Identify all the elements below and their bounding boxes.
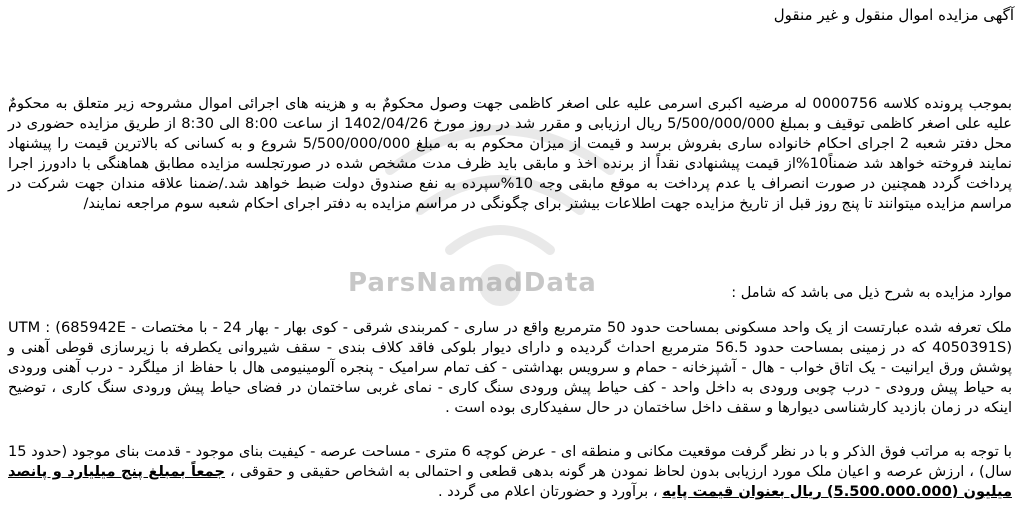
items-heading: موارد مزایده به شرح ذیل می باشد که شامل : [731,284,1012,301]
property-description: ملک تعرفه شده عبارتست از یک واحد مسکونی بمساحت حدود 50 مترمربع واقع در ساری - کمربندی شرقی - کوی بهار - بهار 24 - با مختصات UTM : (685942E - 4050391S) که در زمینی بمساحت حدود 56.5 مترمربع احداث گردیده و دارای دیوار بلوکی فاقد کلاف بندی - سقف شیروانی یکطرفه با زیرسازی قوطی آهنی و پوشش ورق ایرانیت - یک اتاق خواب - هال - آشپزخانه - حمام و سرویس بهداشتی - کف تمام سرامیک - پنجره آلومینیومی هال با حفاظ از میلگرد - درب آهنی ورودی به حیاط پیش ورودی - درب چوبی ورودی به داخل واحد - کف حیاط پیش ورودی سنگ کاری - نمای غربی ساختمان در فضای حیاط پیش ورودی سنگ کاری ، توضیح اینکه در زمان بازدید کارشناسی دیوارها و سقف داخل ساختمان در حال سفیدکاری بوده است . [8,319,1013,416]
valuation-tail: ، برآورد و حضورتان اعلام می گردد . [437,483,663,500]
base-price-text: جمعاً بمبلغ پنج میلیارد و پانصد میلیون (5.500.000.000) ریال بعنوان قیمت پایه [8,463,1012,500]
valuation-paragraph [8,442,1012,502]
notice-title: آگهی مزایده اموال منقول و غیر منقول [773,6,1014,24]
watermark-brand: ParsNamadData [348,268,597,298]
notice-paragraph-intro: بموجب پرونده کلاسه 0000756 له مرضیه اکبری اسرمی علیه علی اصغر کاظمی جهت وصول محکومٌ به و هزینه های اجرائی اموال مشروحه زیر متعلق به محکومٌ علیه علی اصغر کاظمی توقیف و بمبلغ 5/500/000/000 ریال ارزیابی و مقرر شد در روز مورخ 1402/04/26 از ساعت 8:00 الی 8:30 از طریق مزایده حضوری در محل دفتر شعبه 2 اجرای احکام خانواده ساری بفروش برسد و قیمت از میزان محکوم به به مبلغ 5/500/000/000 شروع و به کسانی که بالاترین قیمت را پیشنهاد نمایند فروخته خواهد شد ضمناً10%از قیمت پیشنهادی نقداً از برنده اخذ و مابقی باید ظرف مدت مشخص شده در صورتجلسه مزایده مطابق هماهنگی با دادورز اجرا پرداخت گردد همچنین در صورت انصراف یا عدم پرداخت به موقع مابقی وجه 10%سپرده به نفع صندوق دولت ضبط خواهد شد./ضمنا علاقه مندان جهت شرکت در مراسم مزایده میتوانند تا پنج روز قبل از تاریخ مزایده جهت اطلاعات بیشتر برای چگونگی در مراسم مزایده به دفتر اجرای احکام شعبه سوم مراجعه نمایند/ [8,95,1012,212]
valuation-text: با توجه به مراتب فوق الذکر و با در نظر گرفت موقعیت مکانی و منطقه ای - عرض کوچه 6 متری - مساحت عرصه - کیفیت بنای موجود - قدمت بنای موجود (حدود 15 سال) ، ارزش عرصه و اعیان ملک مورد ارزیابی بدون لحاظ نمودن هر گونه بدهی قطعی و احتمالی به اشخاص حقیقی و حقوقی ، [8,443,1012,480]
